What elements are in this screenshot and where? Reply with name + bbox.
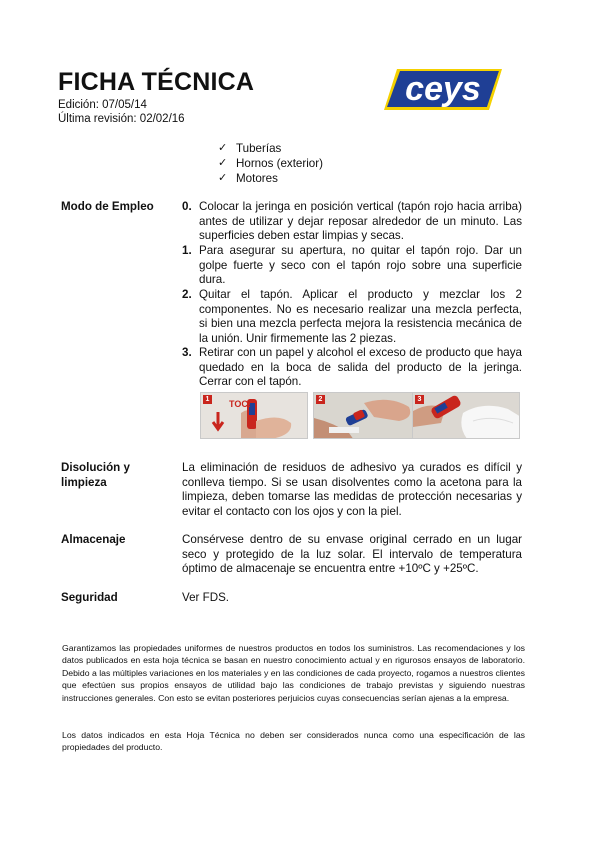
safety-text: Ver FDS. [182, 591, 230, 604]
checkmark-icon: ✓ [218, 142, 228, 154]
cleaning-tissue-illustration [413, 393, 520, 439]
page-title: FICHA TÉCNICA [58, 68, 255, 96]
storage-text: Consérvese dentro de su envase original cerrado en un lugar seco y protegido de la luz solar. El intervalo de temperatura óptimo de almacenaje se encuentra entre +10ºC y +25ºC. [182, 533, 522, 576]
storage-heading: Almacenaje [61, 533, 126, 546]
list-item [218, 141, 323, 156]
logo-wordmark: ceys [405, 70, 481, 108]
usage-step-2 [182, 288, 522, 346]
checkmark-icon: ✓ [218, 157, 228, 169]
usage-photo-3 [412, 392, 520, 439]
step-number: 1. [182, 244, 192, 257]
disclaimer-note: Los datos indicados en esta Hoja Técnica no deben ser considerados nunca como una especificación de las propiedades del producto. [62, 730, 525, 753]
application-label: Tuberías [236, 142, 282, 155]
usage-step-3 [182, 346, 522, 390]
step-number: 0. [182, 200, 192, 213]
application-label: Hornos (exterior) [236, 157, 323, 170]
cleaning-heading-line2: limpieza [61, 475, 107, 489]
step-text: Quitar el tapón. Aplicar el producto y mezclar los 2 componentes. No es necesario realizar una mezcla perfecta, si bien una mezcla perfecta mejora la resistencia mecánica de la unión. Unir firmemente las 2 piezas. [199, 288, 522, 345]
step-number: 3. [182, 346, 192, 359]
step-number: 2. [182, 288, 192, 301]
safety-heading: Seguridad [61, 591, 118, 604]
photo-number: 3 [415, 395, 424, 404]
usage-step-1 [182, 244, 522, 288]
list-item [218, 156, 323, 171]
photo-number: 2 [316, 395, 325, 404]
hands-mixing-illustration [314, 393, 421, 439]
revision-date: Última revisión: 02/02/16 [58, 113, 185, 125]
photo-number: 1 [203, 395, 212, 404]
disclaimer-paragraph: Garantizamos las propiedades uniformes de nuestros productos en todos los suministros. Las recomendaciones y los datos publicados en esta hoja técnica se basan en nuestro conocimiento actual y en rigurosos ensayos de laboratorio. Debido a las múltiples variaciones en los materiales y en las condiciones de cada proyecto, rogamos a nuestros clientes que efectúen sus propios ensayos de utilidad bajo las condiciones de trabajo previstas y siguiendo nuestras instrucciones generales. Con esto se evitan posteriores perjuicios cuyas consecuencias serían ajenas a la empresa. [62, 643, 525, 703]
list-item [218, 171, 323, 186]
cleaning-text: La eliminación de residuos de adhesivo ya curados es difícil y conlleva tiempo. Si se usan disolventes como la acetona para la limpieza, deben tomarse las medidas de protección necesarias y evitar el contacto con los ojos y con la piel. [182, 461, 522, 518]
cleaning-heading-line1: Disolución y [61, 461, 130, 474]
usage-photo-2 [313, 392, 421, 439]
usage-step-0 [182, 200, 522, 244]
photo-caption: TOC! [229, 399, 251, 409]
ceys-logo [383, 67, 503, 112]
usage-heading: Modo de Empleo [61, 200, 154, 213]
cleaning-heading [61, 461, 130, 490]
syringe-tap-illustration [201, 393, 308, 439]
checkmark-icon: ✓ [218, 172, 228, 184]
step-text: Para asegurar su apertura, no quitar el tapón rojo. Dar un golpe fuerte y seco con el tapón rojo sobre una superficie dura. [199, 244, 522, 287]
application-label: Motores [236, 172, 278, 185]
edition-date: Edición: 07/05/14 [58, 99, 147, 111]
step-text: Retirar con un papel y alcohol el exceso de producto que haya quedado en la boca de salida del producto de la jeringa. Cerrar con el tapón. [199, 346, 522, 389]
usage-photo-1 [200, 392, 308, 439]
step-text: Colocar la jeringa en posición vertical (tapón rojo hacia arriba) antes de utilizar y dejar reposar alrededor de un minuto. Las superficies deben estar limpias y secas. [199, 200, 522, 243]
applications-list [218, 141, 323, 186]
